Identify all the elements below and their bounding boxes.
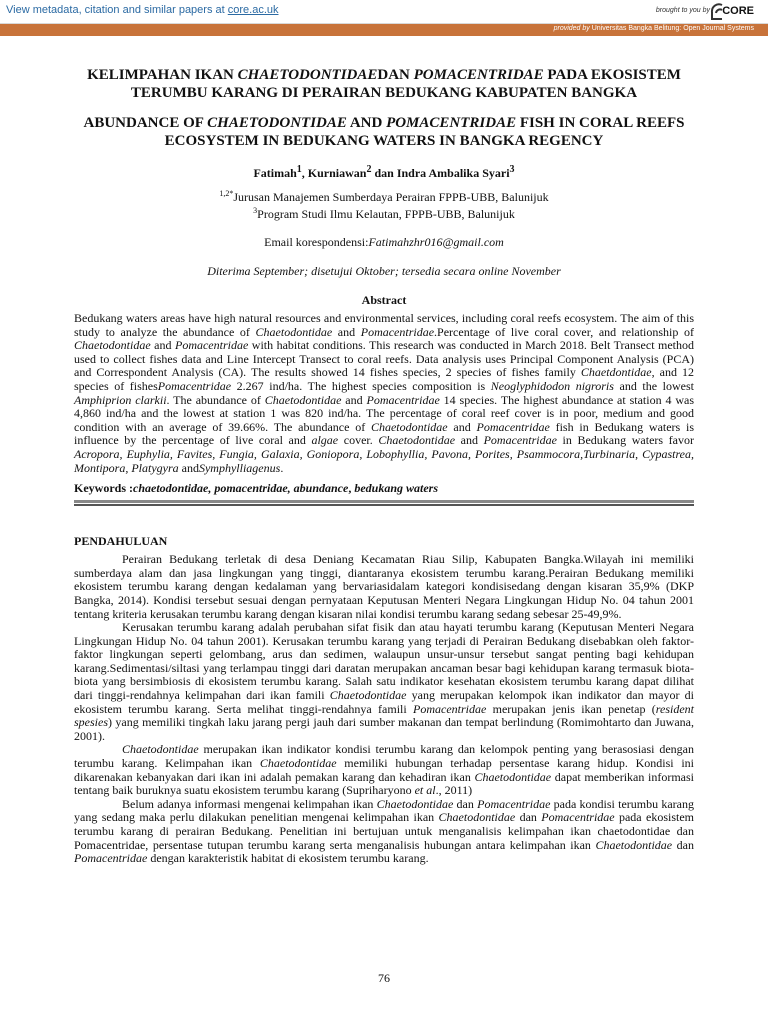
keywords-label: Keywords : (74, 481, 133, 496)
affiliations (74, 187, 694, 221)
title-id-part: DAN (377, 67, 414, 83)
intro-paragraph-3: Chaetodontidae merupakan ikan indikator kondisi terumbu karang dan kelompok penting yang berasosiasi dengan terumbu karang. Kelimpahan ikan Chaetodontidae memiliki hubungan terhadap persentase karang hidup. Kondisi ini dikarenakan kebanyakan dari ikan ini adalah pemakan karang dan kehadiran ikan Chaetodontidae dapat memberikan informasi tentang baik buruknya suatu ekosistem terumbu karang (Supriharyono et al., 2011) (74, 742, 694, 798)
divider-thick (74, 500, 694, 503)
email-label: Email korespondensi: (264, 235, 369, 249)
author-sup: 1 (296, 164, 302, 175)
affiliation-2 (74, 204, 694, 221)
intro-paragraph-1: Perairan Bedukang terletak di desa Deniang Kecamatan Riau Silip, Kabupaten Bangka.Wilayah ini memiliki sumberdaya alam dan jasa lingkungan yang tinggi, diantaranya ekosistem terumbu karang.Perairan Bedukang memiliki ekosistem terumbu karang dengan kedalaman yang bervariasidalam kategori kondisisedang dengan kisaran 35,9% (DKP Bangka, 2014). Kondisi tersebut sesuai dengan pernyataan Keputusan Menteri Negara Lingkungan Hidup No. 04 tahun 2001 tentang kriteria kerusakan terumbu karang dengan kisaran nilai kondisi terumbu karang sedang sebesar 25-49,9%. (74, 552, 694, 621)
received-dates: Diterima September; disetujui Oktober; tersedia secara online November (207, 264, 561, 278)
provided-source: Universitas Bangka Belitung: Open Journal Systems (591, 25, 754, 32)
author-sup: 2 (366, 164, 372, 175)
title-en-part: FISH IN CORAL REEFS ECOSYSTEM IN BEDUKANG WATERS IN BANGKA REGENCY (164, 115, 685, 149)
core-logo-text[interactable]: CORE (722, 5, 754, 17)
title-id-taxon: POMACENTRIDAE (413, 67, 544, 83)
author-name: dan Indra Ambalika Syari (371, 166, 510, 180)
section-heading-intro: PENDAHULUAN (74, 534, 168, 549)
abstract-heading: Abstract (361, 293, 407, 307)
affiliation-sup: 1,2* (219, 189, 234, 198)
author-name: , Kurniawan (301, 166, 367, 180)
divider-thin (74, 504, 694, 506)
affiliation-sup: 3 (253, 206, 258, 215)
keywords-separator: , (348, 481, 355, 496)
provided-label: provided by (553, 25, 590, 32)
provided-by-text[interactable] (554, 25, 754, 32)
author-sup: 3 (509, 164, 515, 175)
title-indonesian (74, 66, 694, 102)
intro-paragraph-4: Belum adanya informasi mengenai kelimpahan ikan Chaetodontidae dan Pomacentridae pada kondisi terumbu karang yang sedang maka perlu dilakukan penelitian mengenai kelimpahan ikan Chaetodontidae dan Pomacentridae pada ekosistem terumbu karang di perairan Bedukang. Penelitian ini bertujuan untuk menganalisis kelimpahan ikan chaetodontidae dan Pomacentridae, persentase tutupan terumbu karang serta menganalisis hubungan antara kelimpahan ikan Chaetodontidae dan Pomacentridae dengan karakteristik habitat di ekosistem terumbu karang. (74, 796, 694, 866)
title-id-taxon: CHAETODONTIDAE (237, 67, 378, 83)
affiliation-text: Jurusan Manajemen Sumberdaya Perairan FPPB-UBB, Balunijuk (233, 190, 549, 204)
intro-paragraph-2: Kerusakan terumbu karang adalah perubahan sifat fisik dan atau hayati terumbu karang (Keputusan Menteri Negara Lingkungan Hidup No. 04 tahun 2001). Kerusakan terumbu karang yang terjadi di Perairan Bedukang disebabkan oleh faktor-faktor lingkungan seperti gelombang, arus dan sedimen, walaupun unsur-unsur tersebut sangat penting bagi kehidupan karang.Sedimentasi/siltasi yang terlampau tinggi dari daratan merupakan ancaman besar bagi kehidupan karang termasuk biota-biota yang bersimbiosis di ekosistem terumbu karang. Salah satu indikator kesehatan ekosistem terumbu karang dapat dilihat dari tinggi-rendahnya kelimpahan dari ikan famili Chaetodontidae yang merupakan kelompok ikan indikator dan mayor di ekosistem terumbu karang. Serta melihat tinggi-rendahnya famili Pomacentridae merupakan jenis ikan penetap (resident spesies) yang memiliki tingkah laku jarang pergi jauh dari sumber makanan dan tempat berlindung (Romimohtarto dan Juwana, 2001). (74, 620, 694, 743)
title-en-part: ABUNDANCE OF (83, 115, 208, 131)
title-english (74, 114, 694, 150)
correspondence-email (74, 235, 694, 250)
email-address[interactable]: Fatimahzhr016@gmail.com (368, 235, 504, 249)
keywords-terms: chaetodontidae, pomacentridae, abundance (133, 481, 349, 496)
author-name: Fatimah (253, 166, 297, 180)
core-banner (0, 0, 768, 24)
abstract-body: Bedukang waters areas have high natural resources and environmental services, including coral reefs ecosystem. The aim of this study to analyze the abundance of Chaetodontidae and Pomacentridae.Percentage of live coral cover, and relationship of Chaetodontidae and Pomacentridae with habitat conditions. This research was conducted in March 2018. Belt Transect method used to collect fishes data and Line Intercept Transect to coral reefs. Data analysis uses Principal Component Analysis (PCA) and Correspondent Analysis (CA). The results showed 14 fishes species, 2 species of fishes family Chaetdontidae, and 12 species of fishesPomacentridae 2.267 ind/ha. The highest species composition is Neoglyphidodon nigroris and the lowest Amphiprion clarkii. The abundance of Chaetodontidae and Pomacentridae 14 species. The highest abundance at station 4 was 4,860 ind/ha and the lowest at station 1 was 820 ind/ha. The percentage of coral reef cover is in poor, medium and good condition with an average of 39.66%. The abundance of Chaetodontidae and Pomacentridae fish in Bedukang waters is influence by the percentage of live coral and algae cover. Chaetodontidae and Pomacentridae in Bedukang waters favor Acropora, Euphylia, Favites, Fungia, Galaxia, Goniopora, Lobophyllia, Pavona, Porites, Psammocora,Turbinaria, Cypastrea, Montipora, Platygyra andSymphylliagenus. (74, 311, 695, 475)
core-metadata-link[interactable]: core.ac.uk (227, 4, 279, 16)
core-brought-text: brought to you by (655, 7, 710, 14)
title-en-taxon: CHAETODONTIDAE (207, 115, 347, 131)
page-number: 76 (378, 971, 390, 985)
core-metadata-text (6, 4, 279, 16)
title-en-taxon: POMACENTRIDAE (386, 115, 517, 131)
provided-by-bar (0, 24, 768, 36)
title-id-part: KELIMPAHAN IKAN (87, 67, 238, 83)
affiliation-text: Program Studi Ilmu Kelautan, FPPB-UBB, Balunijuk (257, 207, 515, 221)
title-id-part: PADA EKOSISTEM TERUMBU KARANG DI PERAIRAN BEDUKANG KABUPATEN BANGKA (130, 67, 681, 101)
author-list (74, 164, 694, 181)
core-metadata-prefix: View metadata, citation and similar papers at (6, 4, 228, 16)
title-en-part: AND (346, 115, 387, 131)
keywords-line (74, 481, 694, 496)
affiliation-1 (74, 187, 694, 204)
keywords-last: bedukang waters (354, 481, 439, 496)
paper-page (74, 66, 694, 866)
